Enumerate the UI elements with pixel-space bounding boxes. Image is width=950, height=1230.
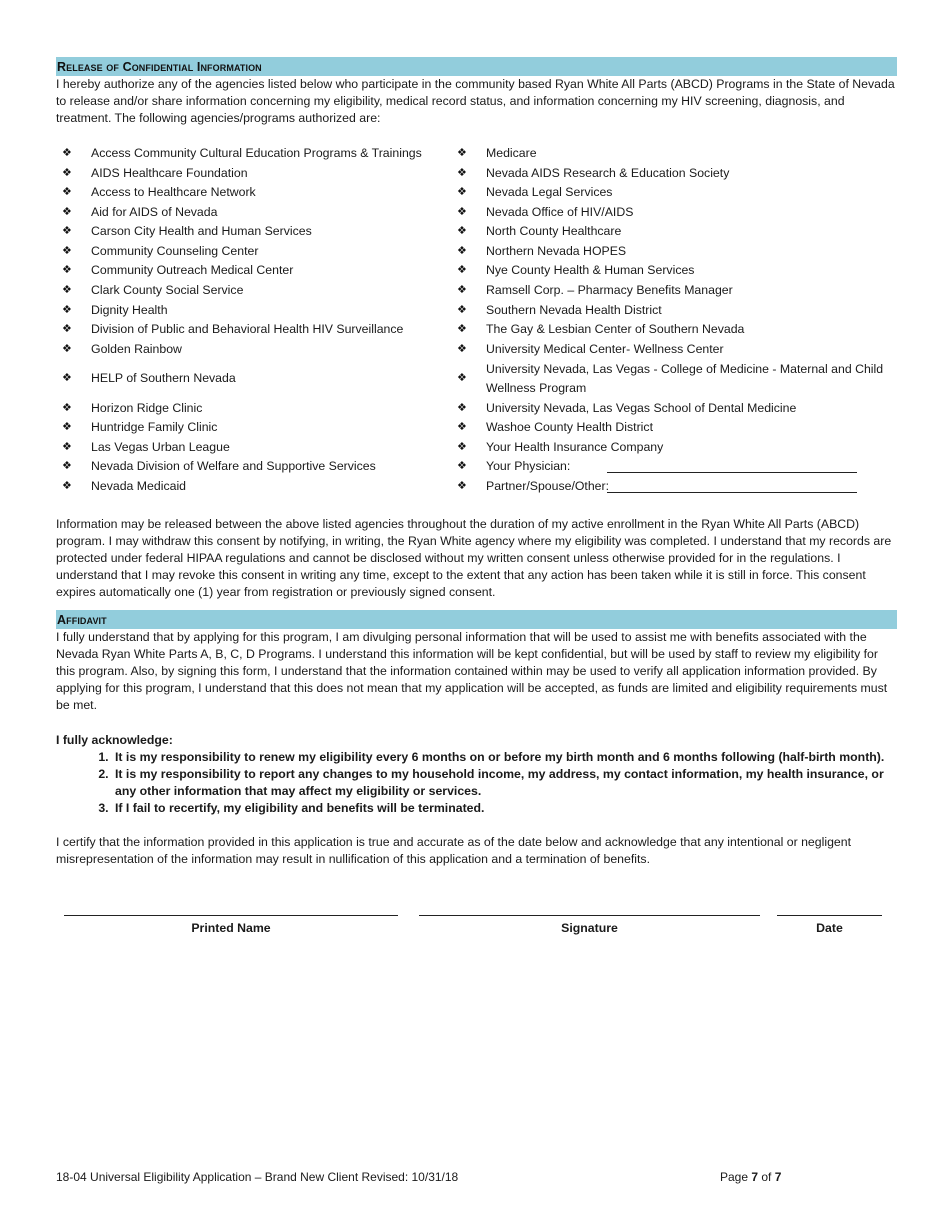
agency-item: [457, 398, 897, 418]
affidavit-section-heading: Affidavit: [56, 610, 897, 629]
agency-column-left: [62, 144, 442, 497]
diamond-bullet-icon: ❖: [457, 225, 467, 238]
diamond-bullet-icon: ❖: [457, 421, 467, 434]
diamond-bullet-icon: ❖: [62, 284, 72, 297]
release-intro: I hereby authorize any of the agencies listed below who participate in the community based Ryan White All Parts (ABCD) Programs in the State of Nevada to release and/or share information concerning my eligibility, medical record status, and information concerning my HIV screening, diagnosis, and treatment. The following agencies/programs authorized are:: [56, 77, 895, 126]
signature-label: Signature: [561, 921, 618, 935]
acknowledgement-item: 1. It is my responsibility to renew my eligibility every 6 months on or before my birth month and 6 months following (half-birth month).: [112, 749, 897, 766]
signature-block: [0, 905, 950, 945]
agency-label: Ramsell Corp. – Pharmacy Benefits Manager: [486, 283, 733, 298]
agency-label: Nevada Office of HIV/AIDS: [486, 204, 634, 219]
agency-item: [457, 261, 897, 281]
diamond-bullet-icon: ❖: [457, 480, 467, 492]
diamond-bullet-icon: ❖: [62, 225, 72, 238]
agency-item: [62, 222, 442, 242]
release-paragraph: Information may be released between the above listed agencies throughout the duration of my active enrollment in the Ryan White All Parts (ABCD) program. I may withdraw this consent by notifying, in writing, the Ryan White agency where my eligibility was completed. I understand that my records are protected under federal HIPAA regulations and cannot be disclosed without my written consent unless otherwise provided for in the regulations. I understand that I may revoke this consent in writing any time, except to the extent that any action has been taken while it is still in force. This consent expires automatically one (1) year from registration or previously signed consent.: [56, 516, 892, 600]
affidavit-paragraph: I fully understand that by applying for this program, I am divulging personal information that will be used to assist me with benefits associated with the Nevada Ryan White Parts A, B, C, D Programs. I understand this information will be kept confidential, but will be used by staff to review my eligibility for this program. Also, by signing this form, I understand that the information contained within may be used to verify all application information provided. By applying for this program, I understand that this does not mean that my application will be accepted, as funds are limited and eligibility requirements must be met.: [56, 629, 888, 713]
agency-item: [62, 202, 442, 222]
agency-item: [457, 457, 897, 477]
agency-item: [62, 183, 442, 203]
agency-label: Southern Nevada Health District: [486, 302, 662, 317]
agency-item: [457, 300, 897, 320]
agency-item: [62, 398, 442, 418]
agency-label: Nevada Division of Welfare and Supportive Services: [91, 459, 376, 474]
page-prefix: Page: [720, 1170, 752, 1184]
footer-page-number: [720, 1170, 781, 1184]
agency-column-right: [457, 144, 897, 497]
agency-label: Your Health Insurance Company: [486, 439, 664, 454]
agency-label: University Nevada, Las Vegas School of Dental Medicine: [486, 400, 797, 415]
date-label: Date: [816, 921, 843, 935]
agency-label: Golden Rainbow: [91, 341, 182, 356]
agency-item: [457, 144, 897, 164]
agency-item: [457, 359, 897, 398]
acknowledge-title: I fully acknowledge:: [56, 732, 173, 747]
diamond-bullet-icon: ❖: [62, 460, 72, 473]
agency-item: [457, 340, 897, 360]
agency-label: The Gay & Lesbian Center of Southern Nevada: [486, 322, 745, 337]
agency-label: University Nevada, Las Vegas - College of Medicine - Maternal and Child Wellness Program: [486, 361, 884, 395]
diamond-bullet-icon: ❖: [457, 264, 467, 277]
agency-item: [457, 242, 897, 262]
diamond-bullet-icon: ❖: [62, 421, 72, 434]
agency-item: [62, 144, 442, 164]
diamond-bullet-icon: ❖: [457, 244, 467, 257]
agency-item: [62, 281, 442, 301]
agency-label: Dignity Health: [91, 302, 168, 317]
agency-label: Carson City Health and Human Services: [91, 224, 312, 239]
form-content: [56, 57, 897, 868]
agency-item: [62, 438, 442, 458]
agency-item: [62, 340, 442, 360]
diamond-bullet-icon: ❖: [62, 166, 72, 179]
diamond-bullet-icon: ❖: [62, 372, 72, 385]
diamond-bullet-icon: ❖: [457, 440, 467, 453]
agency-item: [457, 183, 897, 203]
agency-item: [457, 418, 897, 438]
diamond-bullet-icon: ❖: [457, 205, 467, 218]
agency-item: [457, 477, 897, 497]
diamond-bullet-icon: ❖: [62, 440, 72, 453]
agency-label: Las Vegas Urban League: [91, 439, 230, 454]
agency-label: Nevada Medicaid: [91, 479, 187, 493]
diamond-bullet-icon: ❖: [457, 284, 467, 297]
diamond-bullet-icon: ❖: [62, 342, 72, 355]
agency-item: [457, 202, 897, 222]
date-field[interactable]: [777, 915, 882, 916]
signature-field[interactable]: [419, 915, 760, 916]
agency-item: [62, 320, 442, 340]
printed-name-label: Printed Name: [191, 921, 271, 935]
agency-label: Nevada AIDS Research & Education Society: [486, 165, 730, 180]
agency-label: HELP of Southern Nevada: [91, 371, 236, 386]
agency-item: [457, 438, 897, 458]
agency-label: Your Physician:: [486, 459, 571, 474]
release-section-heading: Release of Confidential Information: [56, 57, 897, 76]
acknowledgement-item: 3. If I fail to recertify, my eligibility and benefits will be terminated.: [112, 800, 897, 817]
diamond-bullet-icon: ❖: [62, 303, 72, 316]
agency-label: Division of Public and Behavioral Health HIV Surveillance: [91, 322, 404, 337]
diamond-bullet-icon: ❖: [457, 186, 467, 199]
agency-label: University Medical Center- Wellness Center: [486, 341, 724, 356]
diamond-bullet-icon: ❖: [62, 205, 72, 218]
footer-form-id: 18-04 Universal Eligibility Application – Brand New Client Revised: 10/31/18: [56, 1170, 459, 1184]
agency-label: Aid for AIDS of Nevada: [91, 204, 218, 219]
agency-label: Northern Nevada HOPES: [486, 243, 627, 258]
diamond-bullet-icon: ❖: [457, 372, 467, 385]
diamond-bullet-icon: ❖: [62, 264, 72, 277]
agency-item: [457, 222, 897, 242]
diamond-bullet-icon: ❖: [457, 303, 467, 316]
agency-label: Medicare: [486, 145, 537, 160]
agency-list: [56, 144, 897, 500]
agency-label: North County Healthcare: [486, 224, 622, 239]
agency-item: [62, 300, 442, 320]
agency-label: Nye County Health & Human Services: [486, 263, 695, 278]
diamond-bullet-icon: ❖: [62, 401, 72, 414]
agency-label: Community Counseling Center: [91, 243, 259, 258]
agency-item: [62, 359, 442, 398]
agency-label: Washoe County Health District: [486, 420, 653, 435]
page-current: 7: [751, 1170, 759, 1184]
diamond-bullet-icon: ❖: [457, 342, 467, 355]
agency-label: Horizon Ridge Clinic: [91, 400, 203, 415]
diamond-bullet-icon: ❖: [457, 460, 467, 473]
agency-item: [457, 163, 897, 183]
diamond-bullet-icon: ❖: [62, 323, 72, 336]
partner-field[interactable]: [607, 480, 857, 493]
diamond-bullet-icon: ❖: [62, 186, 72, 199]
agency-label: Community Outreach Medical Center: [91, 263, 294, 278]
agency-item: [62, 163, 442, 183]
diamond-bullet-icon: ❖: [62, 244, 72, 257]
diamond-bullet-icon: ❖: [457, 401, 467, 414]
diamond-bullet-icon: ❖: [62, 480, 72, 492]
agency-label: Huntridge Family Clinic: [91, 420, 218, 435]
diamond-bullet-icon: ❖: [457, 323, 467, 336]
agency-item: [457, 281, 897, 301]
page-of: of: [758, 1170, 775, 1184]
agency-label: AIDS Healthcare Foundation: [91, 165, 248, 180]
agency-item: [62, 242, 442, 262]
agency-item: [62, 457, 442, 477]
agency-label: Nevada Legal Services: [486, 185, 613, 200]
certification-statement: I certify that the information provided in this application is true and accurate as of the date below and acknowledge that any intentional or negligent misrepresentation of the information may result in nullification of this application and a termination of benefits.: [56, 834, 852, 866]
diamond-bullet-icon: ❖: [457, 166, 467, 179]
physician-field[interactable]: [607, 460, 857, 473]
agency-label: Access to Healthcare Network: [91, 185, 256, 200]
agency-item: [457, 320, 897, 340]
agency-item: [62, 418, 442, 438]
diamond-bullet-icon: ❖: [457, 146, 467, 159]
page-total: 7: [774, 1170, 782, 1184]
agency-item: [62, 477, 442, 497]
diamond-bullet-icon: ❖: [62, 146, 72, 159]
agency-label: Partner/Spouse/Other:: [486, 479, 610, 493]
agency-label: Access Community Cultural Education Programs & Trainings: [91, 145, 422, 160]
acknowledgement-item: 2. It is my responsibility to report any changes to my household income, my address, my contact information, my health insurance, or any other information that may affect my eligibility or services.: [112, 766, 897, 800]
agency-item: [62, 261, 442, 281]
printed-name-field[interactable]: [64, 915, 398, 916]
agency-label: Clark County Social Service: [91, 283, 244, 298]
acknowledgement-list: [56, 749, 897, 817]
